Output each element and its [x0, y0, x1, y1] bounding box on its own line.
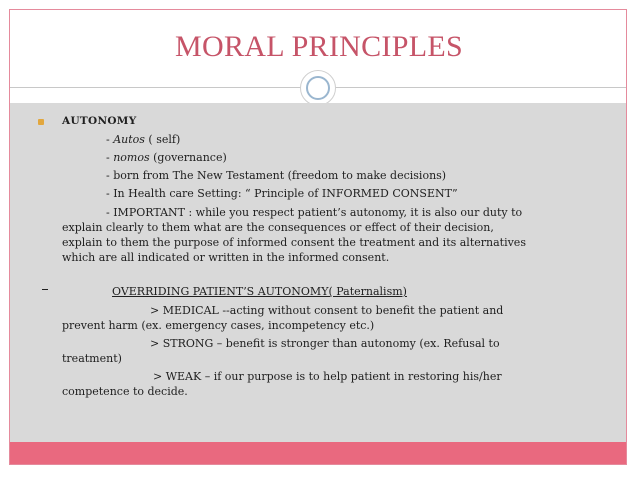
nomos-line: - nomos (governance) — [106, 151, 227, 164]
nomos-word: nomos — [113, 151, 150, 164]
health-care-line: - In Health care Setting: “ Principle of INFORMED CONSENT” — [106, 187, 458, 200]
important-line-4: which are all indicated or written in the informed consent. — [62, 251, 390, 264]
weak-line-1: > WEAK – if our purpose is to help patient in restoring his/her — [153, 370, 502, 383]
dash-marker-icon — [42, 289, 48, 290]
autos-line: - Autos ( self) — [106, 133, 181, 146]
overriding-heading: OVERRIDING PATIENT’S AUTONOMY( Paternalism) — [112, 285, 407, 298]
nomos-gloss: (governance) — [149, 151, 227, 164]
square-bullet-icon — [38, 119, 44, 125]
strong-line-2: treatment) — [62, 352, 122, 365]
important-line-2: explain clearly to them what are the consequences or effect of their decision, — [62, 221, 494, 234]
born-line: - born from The New Testament (freedom to make decisions) — [106, 169, 447, 182]
slide-title: MORAL PRINCIPLES — [175, 30, 463, 63]
medical-line-1: > MEDICAL --acting without consent to benefit the patient and — [150, 304, 504, 317]
important-line-1: - IMPORTANT : while you respect patient’s autonomy, it is also our duty to — [106, 206, 523, 219]
strong-line-1: > STRONG – benefit is stronger than autonomy (ex. Refusal to — [150, 337, 500, 350]
autos-word: Autos — [113, 133, 145, 146]
medical-line-2: prevent harm (ex. emergency cases, incompetency etc.) — [62, 319, 375, 332]
weak-line-2: competence to decide. — [62, 385, 188, 398]
autonomy-heading: AUTONOMY — [62, 115, 137, 127]
important-line-3: explain to them the purpose of informed consent the treatment and its alternatives — [62, 236, 526, 249]
autos-gloss: ( self) — [144, 133, 181, 146]
